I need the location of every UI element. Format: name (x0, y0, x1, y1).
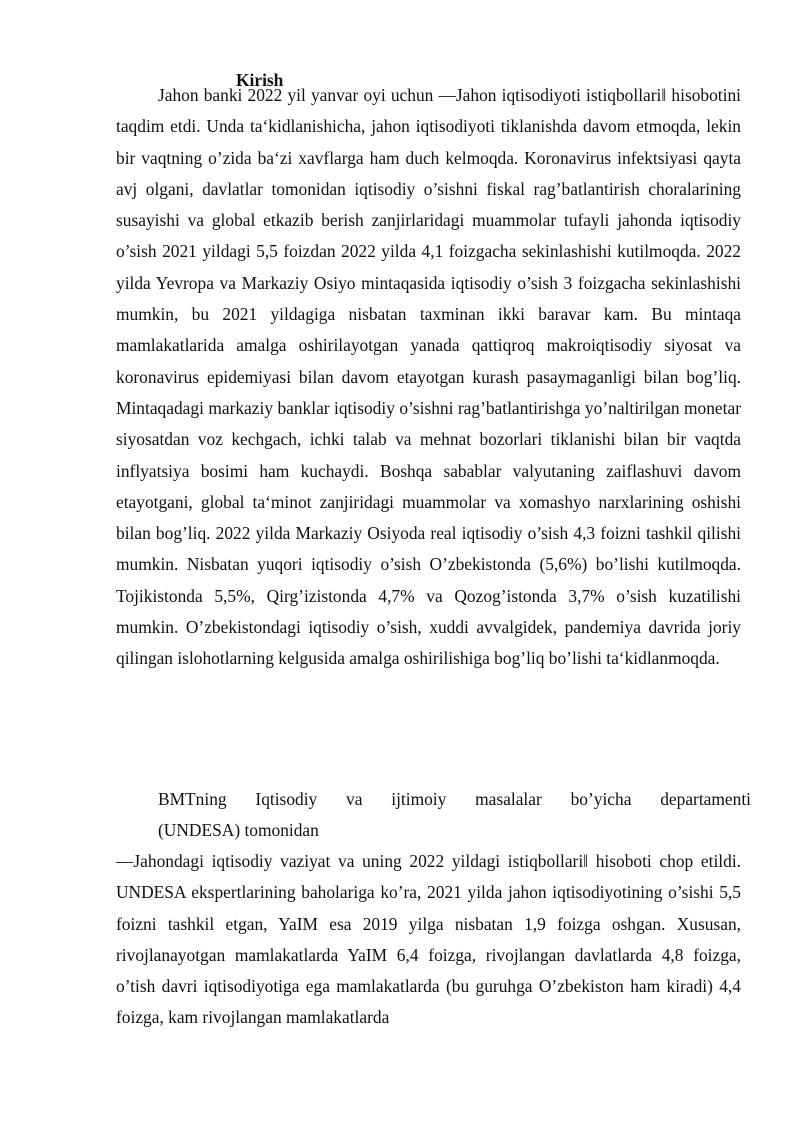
paragraph-undesa-line-2: (UNDESA) tomonidan (158, 820, 319, 840)
paragraph-intro: Jahon banki 2022 yil yanvar oyi uchun ―Jahon iqtisodiyoti istiqbollari‖ hisobotini taqdim etdi. Unda ta‘kidlanishicha, jahon iqtisodiyoti tiklanishda davom etmoqda, lekin bir vaqtning o’zida ba‘zi xavflarga ham duch kelmoqda. Koronavirus infektsiyasi qayta avj olgani, davlatlar tomonidan iqtisodiy o’sishni fiskal rag’batlantirish choralarining susayishi va global etkazib berish zanjirlaridagi muammolar tufayli jahonda iqtisodiy o’sish 2021 yildagi 5,5 foizdan 2022 yilda 4,1 foizgacha sekinlashishi kutilmoqda. 2022 yilda Yevropa va Markaziy Osiyo mintaqasida iqtisodiy o’sish 3 foizgacha sekinlashishi mumkin, bu 2021 yildagiga nisbatan taxminan ikki baravar kam. Bu mintaqa mamlakatlarida amalga oshirilayotgan yanada qattiqroq makroiqtisodiy siyosat va koronavirus epidemiyasi bilan davom etayotgan kurash pasaymaganligi bilan bog’liq. Mintaqadagi markaziy banklar iqtisodiy o’sishni rag’batlantirishga yo’naltirilgan monetar siyosatdan voz kechgach, ichki talab va mehnat bozorlari tiklanishi bilan bir vaqtda inflyatsiya bosimi ham kuchaydi. Boshqa sabablar valyutaning zaiflashuvi davom etayotgani, global ta‘minot zanjiridagi muammolar va xomashyo narxlarining oshishi bilan bog’liq. 2022 yilda Markaziy Osiyoda real iqtisodiy o’sish 4,3 foizni tashkil qilishi mumkin. Nisbatan yuqori iqtisodiy o’sish O’zbekistonda (5,6%) bo’lishi kutilmoqda. Tojikistonda 5,5%, Qirg’izistonda 4,7% va Qozog’istonda 3,7% o’sish kuzatilishi mumkin. O’zbekistondagi iqtisodiy o’sish, xuddi avvalgidek, pandemiya davrida joriy qilingan islohotlarning kelgusida amalga oshirilishiga bog’liq bo’lishi ta‘kidlanmoqda. (116, 85, 741, 669)
paragraph-undesa-report: ―Jahondagi iqtisodiy vaziyat va uning 2022 yildagi istiqbollari‖ hisoboti chop etildi. UNDESA ekspertlarining baholariga ko’ra, 2021 yilda jahon iqtisodiyotining o’sishi 5,5 foizni tashkil etgan, YaIM esa 2019 yilga nisbatan 1,9 foizga oshgan. Xususan, rivojlanayotgan mamlakatlarda YaIM 6,4 foizga, rivojlangan davlatlarda 4,8 foizga, o’tish davri iqtisodiyotiga ega mamlakatlarda (bu guruhga O’zbekiston ham kiradi) 4,4 foizga, kam rivojlangan mamlakatlarda (116, 851, 741, 1028)
section-heading: Kirish (236, 70, 284, 90)
paragraph-undesa-line-1: BMTning Iqtisodiy va ijtimoiy masalalar bo’yicha departamenti (158, 789, 751, 809)
